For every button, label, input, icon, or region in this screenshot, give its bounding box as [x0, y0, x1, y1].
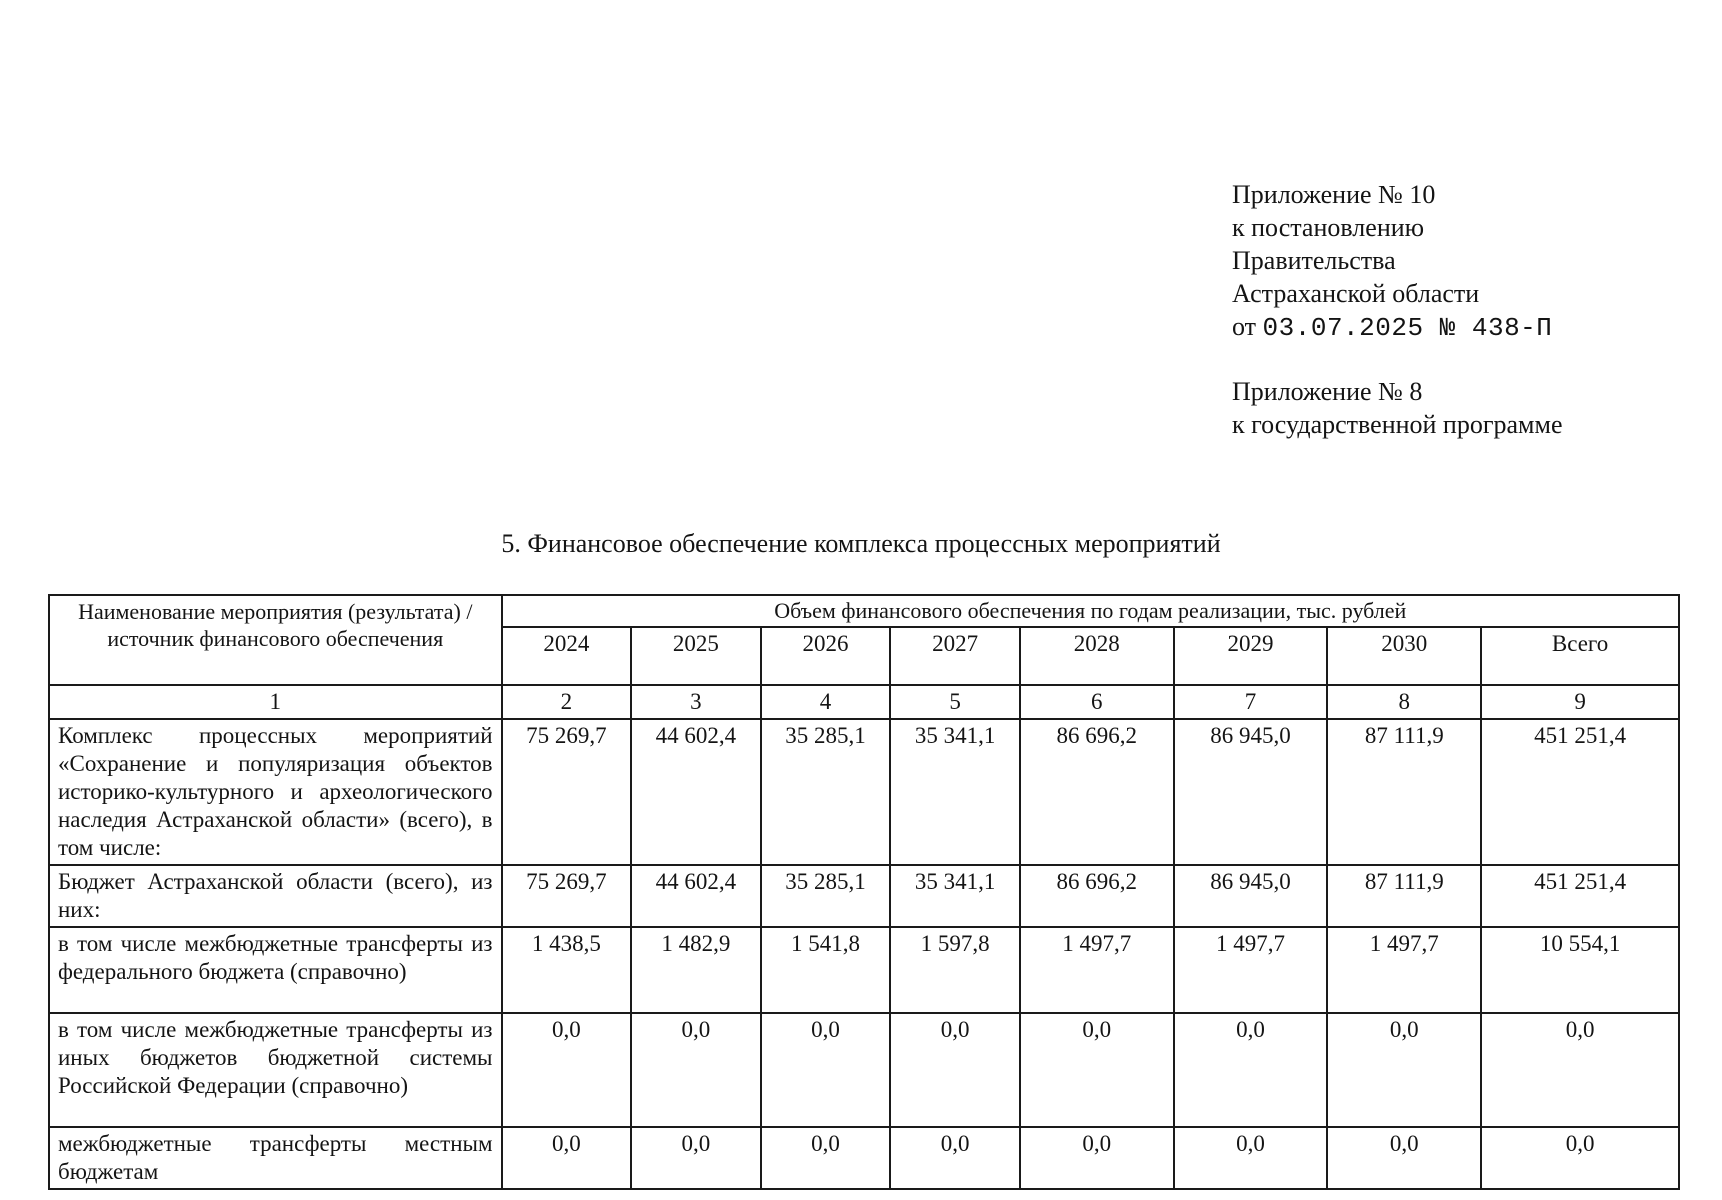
row-name: в том числе межбюджетные трансферты из федерального бюджета (справочно) — [49, 927, 502, 1013]
value-cell: 1 497,7 — [1174, 927, 1328, 1013]
header-name: Наименование мероприятия (результата) / источник финансового обеспечения — [49, 595, 502, 685]
value-cell: 35 285,1 — [761, 865, 891, 927]
header-year: 2028 — [1020, 627, 1174, 685]
value-cell: 0,0 — [502, 1013, 632, 1127]
row-name: Комплекс процессных мероприятий «Сохранение и популяризация объектов историко-культурного и археологического наследия Астраханской области» (всего), в том числе: — [49, 719, 502, 865]
total-cell: 10 554,1 — [1481, 927, 1679, 1013]
total-cell: 451 251,4 — [1481, 865, 1679, 927]
table-row — [49, 1013, 1679, 1127]
header-year: 2030 — [1327, 627, 1481, 685]
appendix-ref-region: Астраханской области — [1232, 279, 1480, 308]
financing-table — [48, 594, 1680, 1190]
value-cell: 86 945,0 — [1174, 865, 1328, 927]
value-cell: 1 597,8 — [890, 927, 1020, 1013]
value-cell: 0,0 — [890, 1127, 1020, 1189]
value-cell: 87 111,9 — [1327, 865, 1481, 927]
value-cell: 1 497,7 — [1020, 927, 1174, 1013]
header-year: 2026 — [761, 627, 891, 685]
appendix-ref-resolution: к постановлению — [1232, 213, 1425, 242]
value-cell: 0,0 — [502, 1127, 632, 1189]
program-appendix-title: Приложение № 8 — [1232, 377, 1423, 406]
value-cell: 35 285,1 — [761, 719, 891, 865]
row-name: в том числе межбюджетные трансферты из иных бюджетов бюджетной системы Российской Федерации (справочно) — [49, 1013, 502, 1127]
appendix-header — [1232, 178, 1563, 441]
total-cell: 0,0 — [1481, 1127, 1679, 1189]
column-index: 2 — [502, 685, 632, 719]
header-year: 2027 — [890, 627, 1020, 685]
column-index: 7 — [1174, 685, 1328, 719]
value-cell: 0,0 — [1174, 1013, 1328, 1127]
header-total: Всего — [1481, 627, 1679, 685]
value-cell: 0,0 — [761, 1127, 891, 1189]
appendix-date-prefix: от — [1232, 312, 1257, 341]
total-cell: 451 251,4 — [1481, 719, 1679, 865]
value-cell: 0,0 — [1327, 1127, 1481, 1189]
table-row — [49, 719, 1679, 865]
value-cell: 86 696,2 — [1020, 865, 1174, 927]
table-row — [49, 927, 1679, 1013]
column-index: 3 — [631, 685, 761, 719]
row-name: межбюджетные трансферты местным бюджетам — [49, 1127, 502, 1189]
appendix-ref-government: Правительства — [1232, 246, 1396, 275]
value-cell: 0,0 — [761, 1013, 891, 1127]
value-cell: 0,0 — [890, 1013, 1020, 1127]
value-cell: 0,0 — [631, 1127, 761, 1189]
section-title: 5. Финансовое обеспечение комплекса процессных мероприятий — [501, 529, 1221, 558]
table-row — [49, 865, 1679, 927]
value-cell: 86 696,2 — [1020, 719, 1174, 865]
column-index: 4 — [761, 685, 891, 719]
value-cell: 75 269,7 — [502, 719, 632, 865]
value-cell: 0,0 — [1174, 1127, 1328, 1189]
column-index: 9 — [1481, 685, 1679, 719]
header-financing-group: Объем финансового обеспечения по годам реализации, тыс. рублей — [502, 595, 1679, 627]
row-name: Бюджет Астраханской области (всего), из них: — [49, 865, 502, 927]
value-cell: 0,0 — [1020, 1127, 1174, 1189]
appendix-date-number — [1232, 310, 1563, 345]
value-cell: 1 541,8 — [761, 927, 891, 1013]
header-year: 2025 — [631, 627, 761, 685]
value-cell: 0,0 — [1327, 1013, 1481, 1127]
header-year: 2029 — [1174, 627, 1328, 685]
value-cell: 0,0 — [631, 1013, 761, 1127]
value-cell: 35 341,1 — [890, 865, 1020, 927]
table-row — [49, 1127, 1679, 1189]
value-cell: 86 945,0 — [1174, 719, 1328, 865]
value-cell: 44 602,4 — [631, 865, 761, 927]
value-cell: 75 269,7 — [502, 865, 632, 927]
column-index: 6 — [1020, 685, 1174, 719]
value-cell: 1 438,5 — [502, 927, 632, 1013]
value-cell: 35 341,1 — [890, 719, 1020, 865]
value-cell: 87 111,9 — [1327, 719, 1481, 865]
value-cell: 1 482,9 — [631, 927, 761, 1013]
value-cell: 0,0 — [1020, 1013, 1174, 1127]
column-index: 5 — [890, 685, 1020, 719]
value-cell: 44 602,4 — [631, 719, 761, 865]
column-index: 8 — [1327, 685, 1481, 719]
total-cell: 0,0 — [1481, 1013, 1679, 1127]
appendix-title: Приложение № 10 — [1232, 180, 1436, 209]
header-year: 2024 — [502, 627, 632, 685]
column-index: 1 — [49, 685, 502, 719]
program-appendix-ref: к государственной программе — [1232, 410, 1563, 439]
value-cell: 1 497,7 — [1327, 927, 1481, 1013]
appendix-date-value: 03.07.2025 № 438-П — [1262, 313, 1553, 343]
